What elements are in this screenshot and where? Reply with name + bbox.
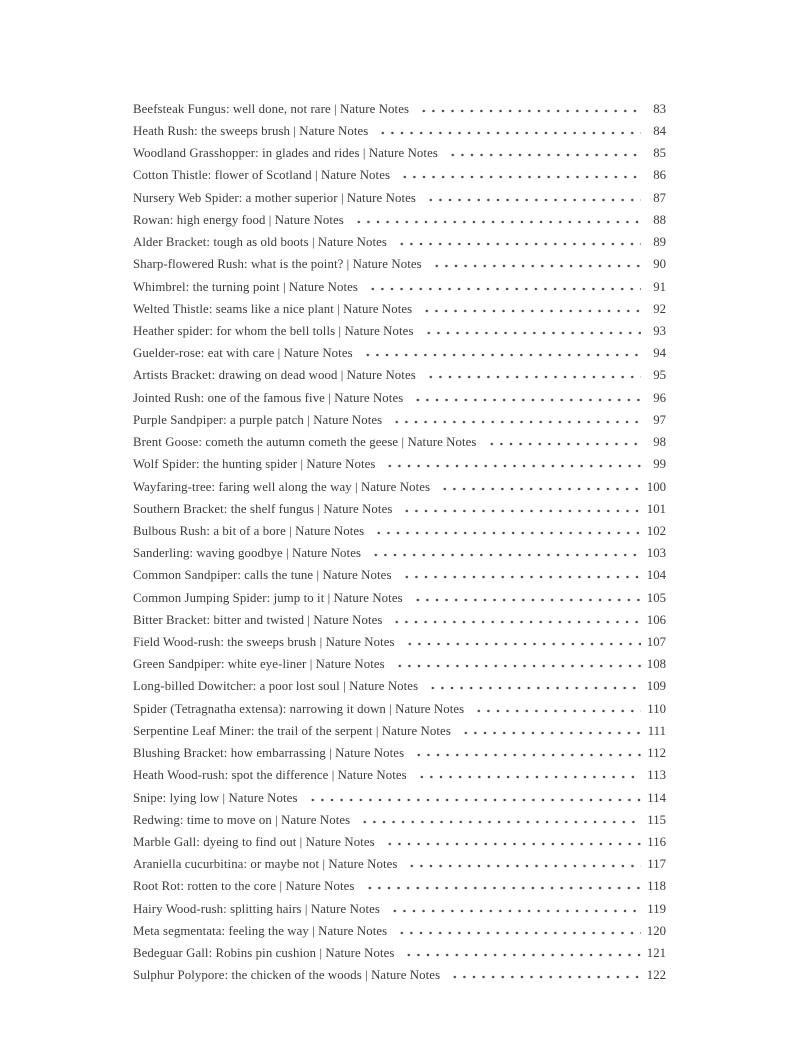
toc-entry[interactable] bbox=[133, 589, 666, 611]
toc-entry-page: 97 bbox=[653, 412, 666, 427]
dot-leader bbox=[437, 478, 641, 491]
toc-entry[interactable] bbox=[133, 944, 666, 966]
toc-entry-title: Snipe: lying low | Nature Notes bbox=[133, 790, 298, 805]
dot-leader bbox=[382, 833, 641, 846]
toc-entry-page: 88 bbox=[653, 212, 666, 227]
dot-leader bbox=[402, 633, 641, 646]
dot-leader bbox=[397, 167, 641, 180]
dot-leader bbox=[425, 678, 641, 691]
toc-entry[interactable] bbox=[133, 789, 666, 811]
toc-entry-page: 117 bbox=[647, 857, 666, 872]
toc-entry[interactable] bbox=[133, 100, 666, 122]
dot-leader bbox=[362, 878, 641, 891]
dot-leader bbox=[375, 122, 641, 135]
toc-entry-page: 105 bbox=[646, 590, 666, 605]
dot-leader bbox=[447, 967, 641, 980]
toc-entry-title: Long-billed Dowitcher: a poor lost soul | Nature Notes bbox=[133, 679, 419, 694]
toc-entry[interactable] bbox=[133, 344, 666, 366]
toc-entry[interactable] bbox=[133, 878, 666, 900]
toc-entry-title: Jointed Rush: one of the famous five | Nature Notes bbox=[133, 390, 404, 405]
toc-entry-page: 99 bbox=[653, 457, 666, 472]
dot-leader bbox=[351, 211, 641, 224]
toc-entry-title: Green Sandpiper: white eye-liner | Nature Notes bbox=[133, 657, 385, 672]
toc-entry[interactable] bbox=[133, 211, 666, 233]
toc-entry[interactable] bbox=[133, 655, 666, 677]
toc-entry-title: Common Jumping Spider: jump to it | Nature Notes bbox=[133, 590, 403, 605]
toc-entry-title: Marble Gall: dyeing to find out | Nature Notes bbox=[133, 835, 375, 850]
dot-leader bbox=[365, 278, 641, 291]
toc-entry[interactable] bbox=[133, 322, 666, 344]
toc-entry[interactable] bbox=[133, 900, 666, 922]
dot-leader bbox=[458, 722, 641, 735]
toc-entry-page: 100 bbox=[646, 479, 666, 494]
toc-entry-title: Bitter Bracket: bitter and twisted | Nature Notes bbox=[133, 612, 383, 627]
toc-entry-title: Artists Bracket: drawing on dead wood | Nature Notes bbox=[133, 368, 416, 383]
toc-entry-page: 102 bbox=[646, 523, 666, 538]
toc-entry-page: 91 bbox=[653, 279, 666, 294]
dot-leader bbox=[389, 411, 641, 424]
toc-entry-title: Bulbous Rush: a bit of a bore | Nature Notes bbox=[133, 523, 365, 538]
toc-entry-page: 87 bbox=[653, 190, 666, 205]
toc-entry-page: 96 bbox=[653, 390, 666, 405]
toc-entry[interactable] bbox=[133, 855, 666, 877]
toc-entry-page: 106 bbox=[646, 612, 666, 627]
toc-entry[interactable] bbox=[133, 433, 666, 455]
toc-entry[interactable] bbox=[133, 500, 666, 522]
toc-entry-title: Meta segmentata: feeling the way | Nature Notes bbox=[133, 923, 388, 938]
toc-entry-title: Wolf Spider: the hunting spider | Nature Notes bbox=[133, 457, 376, 472]
dot-leader bbox=[305, 789, 641, 802]
toc-entry-title: Sharp-flowered Rush: what is the point? | Nature Notes bbox=[133, 257, 422, 272]
toc-entry[interactable] bbox=[133, 522, 666, 544]
toc-entry-page: 89 bbox=[653, 235, 666, 250]
toc-entry-title: Woodland Grasshopper: in glades and rides | Nature Notes bbox=[133, 146, 438, 161]
dot-leader bbox=[394, 233, 641, 246]
toc-entry-title: Araniella cucurbitina: or maybe not | Nature Notes bbox=[133, 857, 398, 872]
toc-entry[interactable] bbox=[133, 767, 666, 789]
toc-entry-page: 111 bbox=[647, 723, 666, 738]
toc-entry[interactable] bbox=[133, 122, 666, 144]
dot-leader bbox=[423, 367, 641, 380]
dot-leader bbox=[484, 433, 641, 446]
dot-leader bbox=[357, 811, 641, 824]
dot-leader bbox=[421, 322, 641, 335]
toc-entry-title: Heath Rush: the sweeps brush | Nature Notes bbox=[133, 124, 369, 139]
toc-entry[interactable] bbox=[133, 278, 666, 300]
toc-entry-page: 101 bbox=[646, 501, 666, 516]
toc-entry-page: 109 bbox=[646, 679, 666, 694]
toc-entry[interactable] bbox=[133, 189, 666, 211]
toc-entry[interactable] bbox=[133, 700, 666, 722]
toc-entry-page: 98 bbox=[653, 435, 666, 450]
toc-entry[interactable] bbox=[133, 744, 666, 766]
dot-leader bbox=[411, 744, 641, 757]
dot-leader bbox=[423, 189, 641, 202]
toc-entry[interactable] bbox=[133, 611, 666, 633]
toc-entry-page: 90 bbox=[653, 257, 666, 272]
toc-entry[interactable] bbox=[133, 456, 666, 478]
toc-entry-title: Guelder-rose: eat with care | Nature Notes bbox=[133, 346, 353, 361]
toc-entry-page: 118 bbox=[647, 879, 666, 894]
toc-entry-page: 104 bbox=[646, 568, 666, 583]
toc-entry[interactable] bbox=[133, 544, 666, 566]
toc-entry[interactable] bbox=[133, 167, 666, 189]
toc-entry-title: Heather spider: for whom the bell tolls | Nature Notes bbox=[133, 323, 414, 338]
dot-leader bbox=[392, 655, 641, 668]
toc-entry-page: 119 bbox=[647, 901, 666, 916]
toc-entry-page: 114 bbox=[647, 790, 666, 805]
toc-entry-title: Root Rot: rotten to the core | Nature Notes bbox=[133, 879, 355, 894]
toc-entry-page: 83 bbox=[653, 101, 666, 116]
toc-entry-page: 86 bbox=[653, 168, 666, 183]
dot-leader bbox=[429, 256, 641, 269]
toc-entry[interactable] bbox=[133, 722, 666, 744]
toc-entry-title: Alder Bracket: tough as old boots | Nature Notes bbox=[133, 235, 388, 250]
toc-entry-title: Bedeguar Gall: Robins pin cushion | Nature Notes bbox=[133, 946, 395, 961]
dot-leader bbox=[394, 922, 641, 935]
toc-entry-title: Purple Sandpiper: a purple patch | Nature Notes bbox=[133, 412, 383, 427]
dot-leader bbox=[419, 300, 641, 313]
toc-entry-page: 85 bbox=[653, 146, 666, 161]
toc-entry[interactable] bbox=[133, 967, 666, 989]
toc-entry[interactable] bbox=[133, 411, 666, 433]
toc-entry-title: Redwing: time to move on | Nature Notes bbox=[133, 812, 351, 827]
toc-entry-page: 112 bbox=[647, 746, 666, 761]
toc-entry[interactable] bbox=[133, 811, 666, 833]
dot-leader bbox=[399, 567, 641, 580]
toc-entry-page: 108 bbox=[646, 657, 666, 672]
toc-entry-title: Wayfaring-tree: faring well along the way | Nature Notes bbox=[133, 479, 431, 494]
toc-entry[interactable] bbox=[133, 389, 666, 411]
toc-entry[interactable] bbox=[133, 833, 666, 855]
toc-entry[interactable] bbox=[133, 478, 666, 500]
dot-leader bbox=[389, 611, 641, 624]
dot-leader bbox=[414, 767, 641, 780]
toc-entry-title: Beefsteak Fungus: well done, not rare | Nature Notes bbox=[133, 101, 410, 116]
toc-entry-page: 110 bbox=[647, 701, 666, 716]
toc-entry-title: Cotton Thistle: flower of Scotland | Nature Notes bbox=[133, 168, 391, 183]
dot-leader bbox=[371, 522, 641, 535]
dot-leader bbox=[387, 900, 641, 913]
toc-entry-title: Welted Thistle: seams like a nice plant | Nature Notes bbox=[133, 301, 413, 316]
toc-entry-page: 84 bbox=[653, 124, 666, 139]
toc-entry-title: Sulphur Polypore: the chicken of the woods | Nature Notes bbox=[133, 968, 441, 983]
toc-entry-page: 113 bbox=[647, 768, 666, 783]
dot-leader bbox=[410, 589, 641, 602]
toc-entry-page: 94 bbox=[653, 346, 666, 361]
toc-entry[interactable] bbox=[133, 678, 666, 700]
table-of-contents bbox=[133, 100, 666, 989]
toc-entry-title: Southern Bracket: the shelf fungus | Nature Notes bbox=[133, 501, 393, 516]
toc-entry-title: Heath Wood-rush: spot the difference | Nature Notes bbox=[133, 768, 407, 783]
dot-leader bbox=[410, 389, 641, 402]
toc-entry[interactable] bbox=[133, 367, 666, 389]
toc-entry-page: 95 bbox=[653, 368, 666, 383]
toc-entry-page: 107 bbox=[646, 635, 666, 650]
toc-entry-page: 121 bbox=[646, 946, 666, 961]
toc-entry[interactable] bbox=[133, 256, 666, 278]
dot-leader bbox=[401, 944, 641, 957]
toc-entry-title: Whimbrel: the turning point | Nature Notes bbox=[133, 279, 358, 294]
toc-entry-title: Blushing Bracket: how embarrassing | Nature Notes bbox=[133, 746, 405, 761]
toc-entry-title: Nursery Web Spider: a mother superior | Nature Notes bbox=[133, 190, 416, 205]
toc-entry-page: 115 bbox=[647, 812, 666, 827]
toc-entry-title: Brent Goose: cometh the autumn cometh the geese | Nature Notes bbox=[133, 435, 477, 450]
dot-leader bbox=[445, 144, 641, 157]
toc-entry-page: 92 bbox=[653, 301, 666, 316]
dot-leader bbox=[399, 500, 641, 513]
dot-leader bbox=[382, 456, 641, 469]
toc-entry[interactable] bbox=[133, 567, 666, 589]
toc-entry-title: Field Wood-rush: the sweeps brush | Nature Notes bbox=[133, 635, 395, 650]
toc-entry-page: 116 bbox=[647, 835, 666, 850]
toc-entry-title: Spider (Tetragnatha extensa): narrowing it down | Nature Notes bbox=[133, 701, 465, 716]
toc-entry-page: 122 bbox=[646, 968, 666, 983]
toc-entry-page: 103 bbox=[646, 546, 666, 561]
toc-entry[interactable] bbox=[133, 233, 666, 255]
toc-entry-page: 120 bbox=[646, 923, 666, 938]
toc-entry-title: Rowan: high energy food | Nature Notes bbox=[133, 212, 344, 227]
dot-leader bbox=[404, 855, 641, 868]
toc-entry-title: Hairy Wood-rush: splitting hairs | Nature Notes bbox=[133, 901, 380, 916]
toc-entry[interactable] bbox=[133, 300, 666, 322]
toc-entry-title: Serpentine Leaf Miner: the trail of the serpent | Nature Notes bbox=[133, 723, 451, 738]
dot-leader bbox=[471, 700, 641, 713]
toc-entry-title: Sanderling: waving goodbye | Nature Notes bbox=[133, 546, 362, 561]
toc-entry[interactable] bbox=[133, 922, 666, 944]
dot-leader bbox=[416, 100, 641, 113]
dot-leader bbox=[368, 544, 641, 557]
toc-entry[interactable] bbox=[133, 633, 666, 655]
toc-entry-page: 93 bbox=[653, 323, 666, 338]
dot-leader bbox=[360, 344, 641, 357]
toc-entry-title: Common Sandpiper: calls the tune | Nature Notes bbox=[133, 568, 392, 583]
toc-entry[interactable] bbox=[133, 144, 666, 166]
